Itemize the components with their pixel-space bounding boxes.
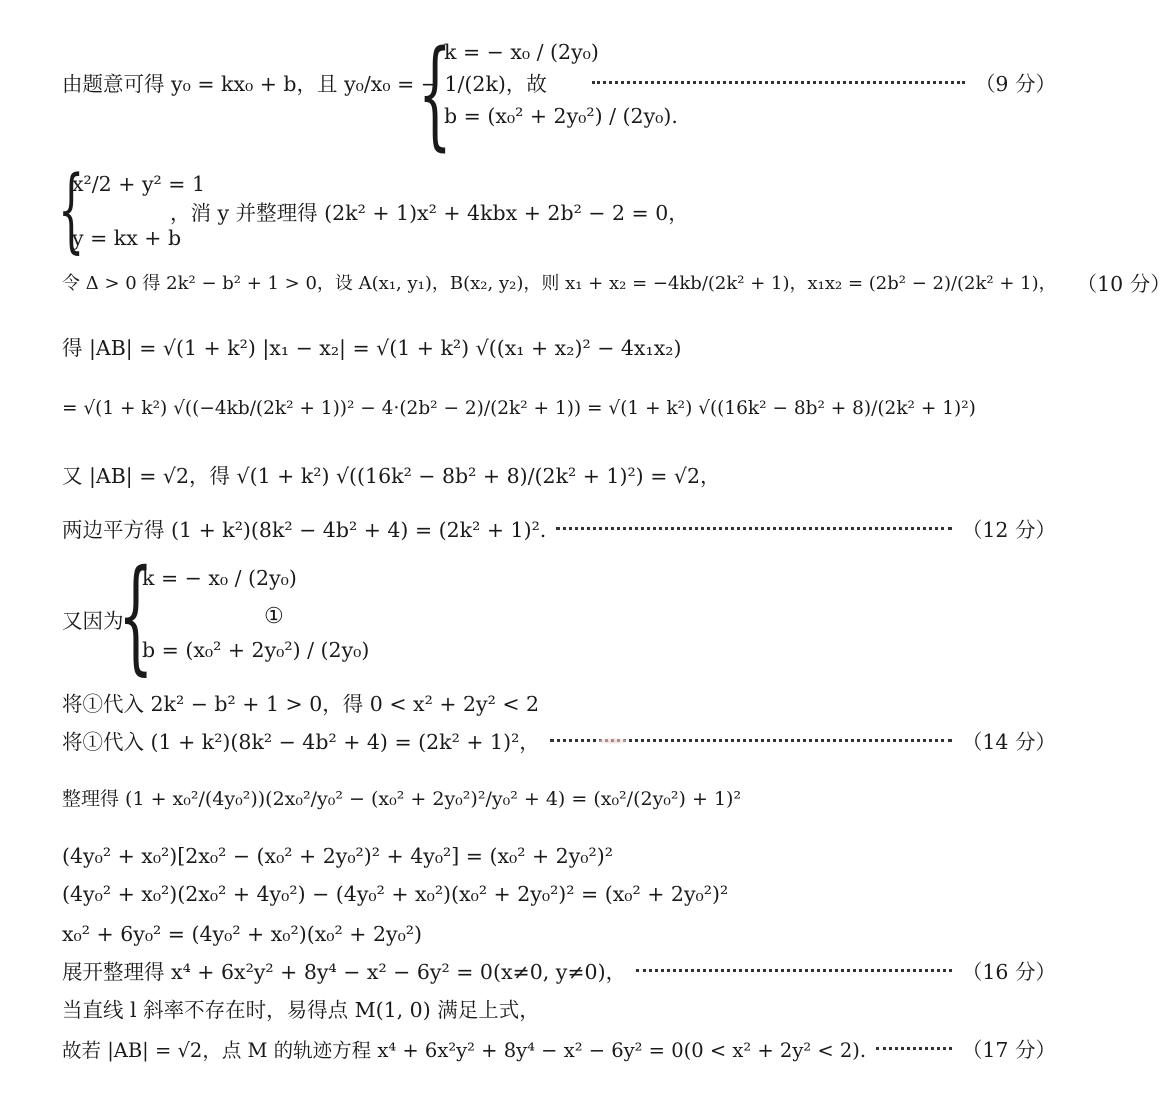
system2-text: ，消 y 并整理得 (2k² + 1)x² + 4kbx + 2b² − 2 = 0， [170, 201, 689, 225]
dot-leader [556, 527, 952, 530]
vertical-case-line [62, 1000, 1056, 1021]
substitute-one-text: 将①代入 2k² − b² + 1 > 0，得 0 < x² + 2y² < 2 [62, 692, 540, 716]
dot-leader [876, 1047, 952, 1050]
expand-line-3 [62, 924, 1056, 945]
vertical-case-text: 当直线 l 斜率不存在时，易得点 M(1, 0) 满足上式， [62, 998, 540, 1022]
delta-condition-text: 令 Δ > 0 得 2k² − b² + 1 > 0，设 A(x₁, y₁)，B(x₂, y₂)，则 x₁ + x₂ = −4kb/(2k² + 1)，x₁x₂ = (2b² − 2)/(2k² + 1)， [62, 273, 1057, 295]
brace-icon: { [418, 24, 452, 162]
step-intro-text: 由题意可得 y₀ = kx₀ + b，且 y₀/x₀ = − 1/(2k)，故 [62, 72, 547, 96]
final-expand-text: 展开整理得 x⁴ + 6x²y² + 8y⁴ − x² − 6y² = 0(x≠0, y≠0)， [62, 960, 627, 984]
score-10: （10 分） [1076, 272, 1171, 296]
system3-label: 又因为 [62, 609, 124, 633]
conclusion-text: 故若 |AB| = √2，点 M 的轨迹方程 x⁴ + 6x²y² + 8y⁴ − x² − 6y² = 0(0 < x² + 2y² < 2). [62, 1038, 867, 1062]
score-row-16 [62, 962, 1056, 983]
ab-equals-line [62, 466, 1056, 487]
score-17: （17 分） [961, 1038, 1056, 1062]
ab-equals-text: 又 |AB| = √2，得 √(1 + k²) √((16k² − 8b² + 8)/(2k² + 1)²) = √2， [62, 464, 721, 488]
step-intro-line [62, 74, 547, 95]
simplify-text: 整理得 (1 + x₀²/(4y₀²))(2x₀²/y₀² − (x₀² + 2y₀²)²/y₀² + 4) = (x₀²/(2y₀²) + 1)² [62, 788, 742, 810]
system2-eq1: x²/2 + y² = 1 [72, 172, 205, 196]
expand-line-2 [62, 884, 1056, 905]
score-16: （16 分） [961, 960, 1056, 984]
score-12: （12 分） [961, 518, 1056, 542]
square-both-sides-text: 两边平方得 (1 + k²)(8k² − 4b² + 4) = (2k² + 1)². [62, 518, 547, 542]
dot-leader [636, 969, 952, 972]
score-row-10 [62, 272, 1171, 296]
ab-length-text: 得 |AB| = √(1 + k²) |x₁ − x₂| = √(1 + k²) √((x₁ + x₂)² − 4x₁x₂) [62, 336, 682, 360]
circled-one-marker: ① [264, 604, 284, 629]
system1-b: b = (x₀² + 2y₀²) / (2y₀). [444, 104, 678, 128]
system1-k: k = − x₀ / (2y₀) [444, 40, 599, 64]
score-row-12 [62, 520, 1056, 541]
ink-smudge [598, 738, 628, 744]
dot-leader [592, 81, 965, 84]
score-row-9 [582, 74, 1056, 95]
ab-length-line [62, 338, 1056, 359]
expand-line-1 [62, 846, 1056, 867]
system3-k: k = − x₀ / (2y₀) [142, 566, 297, 590]
score-row-14 [62, 732, 1056, 753]
substitute-two-text: 将①代入 (1 + k²)(8k² − 4b² + 4) = (2k² + 1)²， [62, 730, 540, 754]
score-row-17 [62, 1040, 1056, 1061]
system3-b: b = (x₀² + 2y₀²) / (2y₀) [142, 638, 370, 662]
system2-eq2: y = kx + b [72, 226, 182, 250]
brace-icon: { [118, 544, 154, 688]
simplify-line [62, 790, 1056, 809]
ab-expand-line [62, 400, 1056, 419]
expand-text-2: (4y₀² + x₀²)(2x₀² + 4y₀²) − (4y₀² + x₀²)(x₀² + 2y₀²)² = (x₀² + 2y₀²)² [62, 882, 729, 906]
score-9: （9 分） [974, 72, 1056, 96]
expand-text-3: x₀² + 6y₀² = (4y₀² + x₀²)(x₀² + 2y₀²) [62, 922, 423, 946]
substitute-one-line [62, 694, 1056, 715]
score-14: （14 分） [961, 730, 1056, 754]
ab-expand-text: = √(1 + k²) √((−4kb/(2k² + 1))² − 4·(2b² − 2)/(2k² + 1)) = √(1 + k²) √((16k² − 8b² + 8)/(2k² + 1)²) [62, 398, 976, 419]
expand-text-1: (4y₀² + x₀²)[2x₀² − (x₀² + 2y₀²)² + 4y₀²] = (x₀² + 2y₀²)² [62, 844, 613, 868]
brace-icon: { [58, 156, 85, 263]
